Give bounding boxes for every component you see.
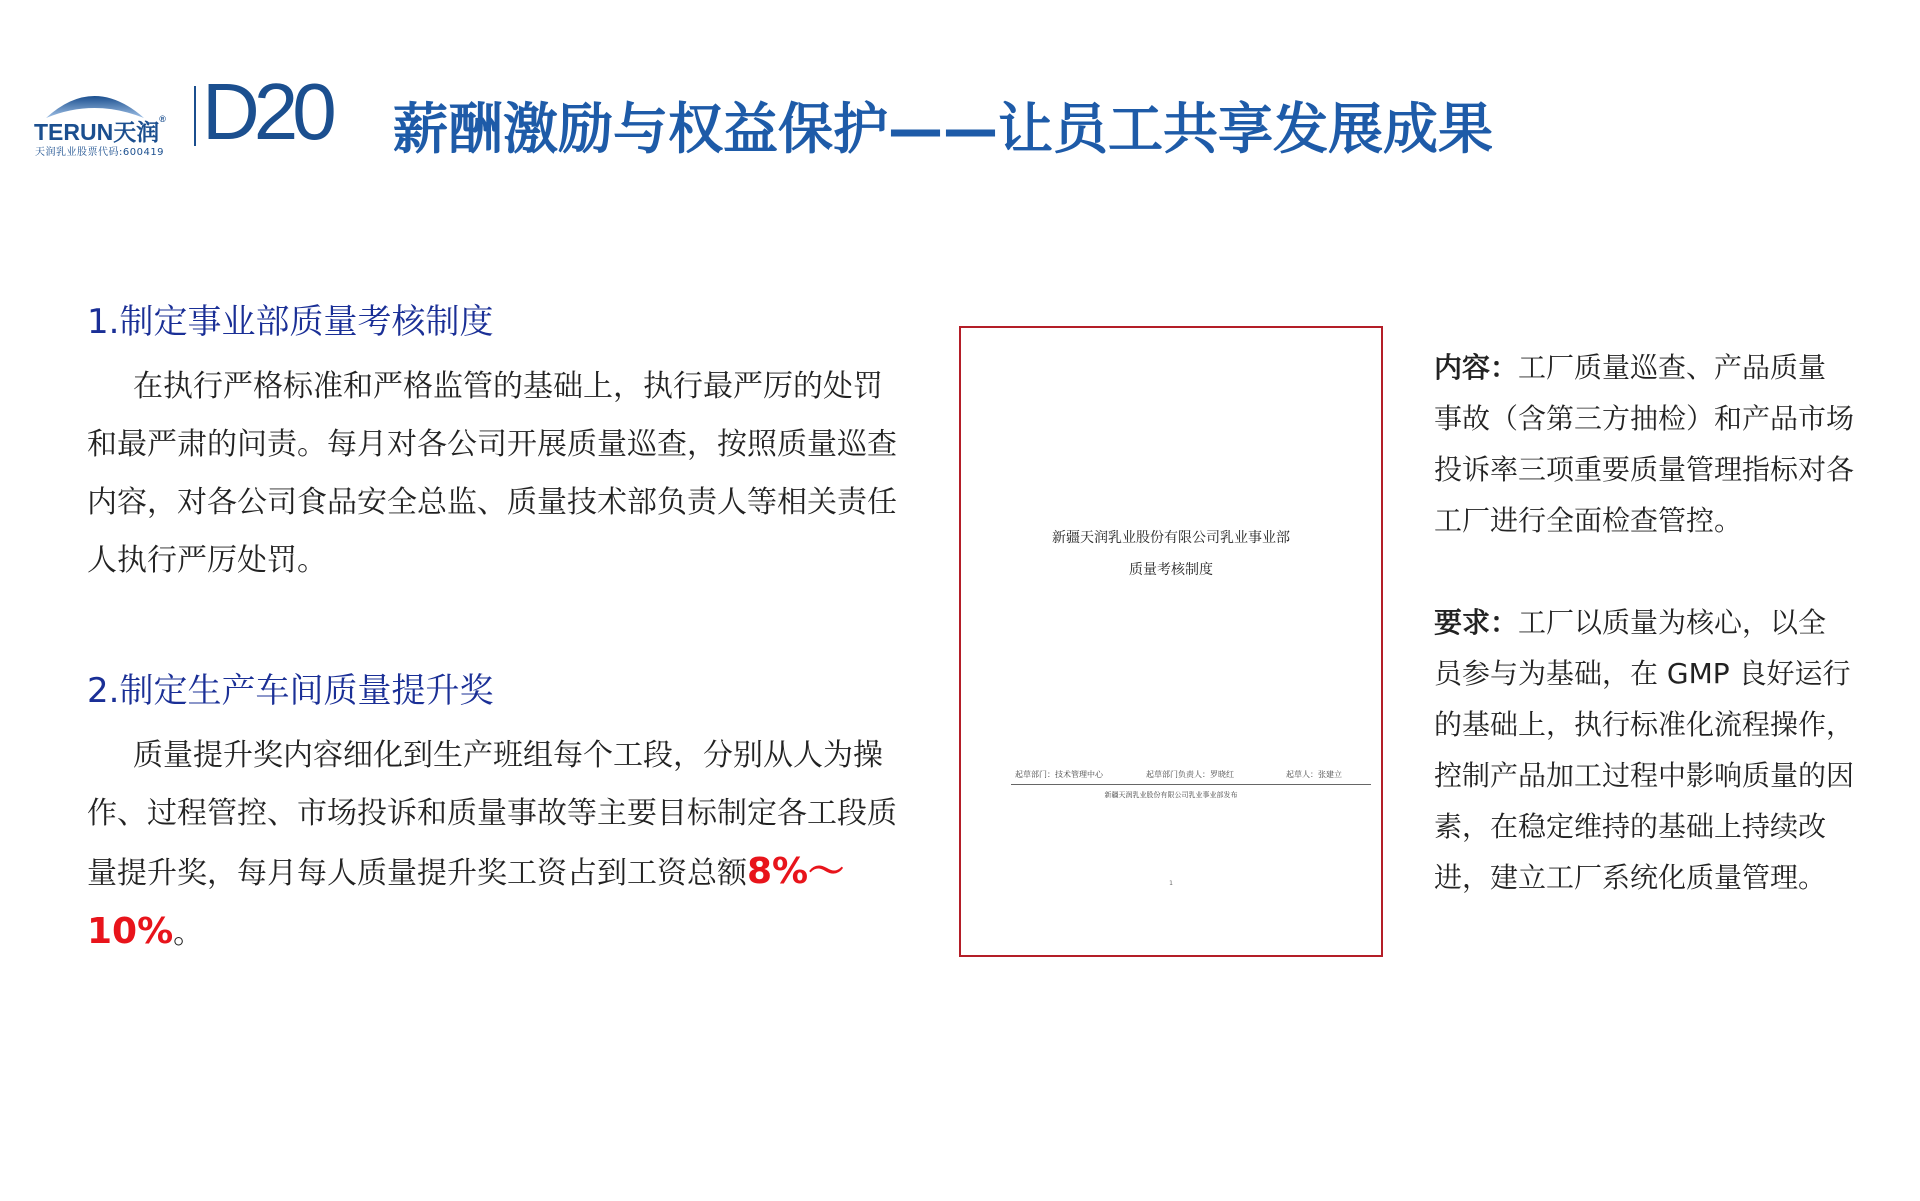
d20-mark: D20 <box>202 67 331 156</box>
doc-title-line2: 质量考核制度 <box>1129 562 1213 578</box>
doc-publisher: 新疆天润乳业股份有限公司乳业事业部发布 <box>1104 791 1238 799</box>
requirement-label: 要求： <box>1434 606 1519 639</box>
stock-code: 天润乳业股票代码:600419 <box>35 147 165 158</box>
section-body-quality-award: 质量提升奖内容细化到生产班组每个工段，分别从人为操作、过程管控、市场投诉和质量事故等主要目标制定各工段质量提升奖，每月每人质量提升奖工资占到工资总额8%～10%。 <box>87 738 897 952</box>
content-label: 内容： <box>1434 351 1519 384</box>
doc-divider <box>1011 784 1371 785</box>
doc-title-line1: 新疆天润乳业股份有限公司乳业事业部 <box>1052 530 1290 546</box>
section-heading-quality-assessment: 1.制定事业部质量考核制度 <box>87 302 494 342</box>
section-body-quality-assessment: 在执行严格标准和严格监管的基础上，执行最严厉的处罚和最严肃的问责。每月对各公司开展质量巡查，按照质量巡查内容，对各公司食品安全总监、质量技术部负责人等相关责任人执行严厉处罚。 <box>87 369 897 578</box>
doc-drafter: 起草人：张建立 <box>1286 770 1342 779</box>
wage-ratio-highlight: 8%～10% <box>87 851 845 952</box>
doc-drafting-dept: 起草部门：技术管理中心 <box>1015 770 1103 779</box>
doc-page-number: 1 <box>1169 880 1173 887</box>
company-logo <box>34 67 354 160</box>
doc-dept-head: 起草部门负责人：罗晓红 <box>1146 770 1234 779</box>
document-preview <box>959 326 1383 957</box>
section-heading-quality-award: 2.制定生产车间质量提升奖 <box>87 671 494 711</box>
brand-name: TERUN天润® <box>34 114 166 145</box>
page-title: 薪酬激励与权益保护——让员工共享发展成果 <box>393 97 1494 161</box>
content-description: 内容：工厂质量巡查、产品质量事故（含第三方抽检）和产品市场投诉率三项重要质量管理指标对各工厂进行全面检查管控。 <box>1434 351 1855 537</box>
logo-divider <box>194 86 196 146</box>
requirement-description: 要求：工厂以质量为核心，以全员参与为基础，在 GMP 良好运行的基础上，执行标准化流程操作，控制产品加工过程中影响质量的因素，在稳定维持的基础上持续改进，建立工厂系统化质量管理。 <box>1434 606 1855 894</box>
